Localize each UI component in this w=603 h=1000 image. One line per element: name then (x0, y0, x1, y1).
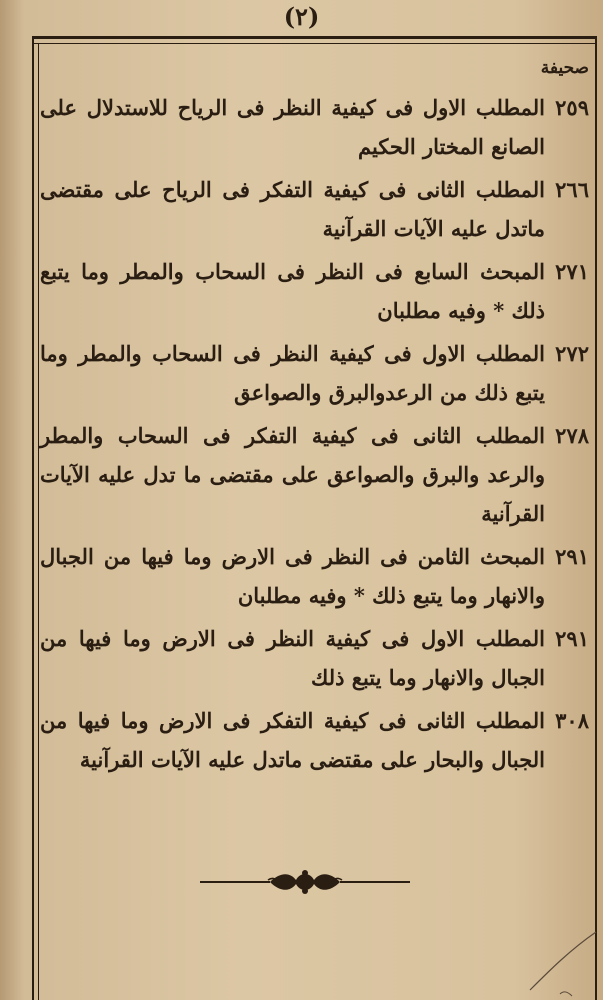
toc-entry-title: المطلب الاول فى كيفية النظر فى السحاب والمطر وما يتبع ذلك من الرعدوالبرق والصواعق (40, 341, 545, 405)
pencil-mark-icon (520, 930, 600, 1000)
top-rule-thin (32, 43, 596, 44)
toc-page-number: ٢٦٦ (555, 177, 589, 202)
frame-right-border (595, 36, 597, 1000)
toc-entry (40, 619, 591, 697)
toc-entry-title: المطلب الثانى فى كيفية التفكر فى الرياح على مقتضى ماتدل عليه الآيات القرآنية (40, 177, 545, 241)
toc-entry (40, 537, 591, 615)
toc-entry-title: المطلب الاول فى كيفية النظر فى الرياح للاستدلال على الصانع المختار الحكيم (40, 95, 545, 159)
table-of-contents (40, 88, 591, 783)
toc-entry (40, 416, 591, 533)
toc-entry (40, 170, 591, 248)
frame-left-border (32, 36, 34, 1000)
toc-page-number: ٢٩١ (555, 626, 589, 651)
toc-page-number: ٢٥٩ (555, 95, 589, 120)
top-rule (32, 36, 596, 39)
toc-entry-title: المبحث الثامن فى النظر فى الارض وما فيها من الجبال والانهار وما يتبع ذلك * وفيه مطلبان (40, 544, 545, 608)
toc-entry-title: المطلب الاول فى كيفية النظر فى الارض وما فيها من الجبال والانهار وما يتبع ذلك (40, 626, 545, 690)
toc-entry-title: المبحث السابع فى النظر فى السحاب والمطر وما يتبع ذلك * وفيه مطلبان (40, 259, 545, 323)
toc-entry-title: المطلب الثانى فى كيفية التفكر فى الارض وما فيها من الجبال والبحار على مقتضى ماتدل عليه الآيات القرآنية (40, 708, 545, 772)
toc-page-number: ٢٧٨ (555, 423, 589, 448)
frame-left-inner-border (38, 43, 39, 1000)
toc-entry (40, 334, 591, 412)
page-number: (٢) (283, 2, 320, 31)
ornament-divider-icon (200, 868, 410, 896)
toc-entry (40, 252, 591, 330)
page-column-header: صحيفة (540, 58, 589, 78)
toc-page-number: ٣٠٨ (555, 708, 589, 733)
toc-entry (40, 701, 591, 779)
toc-entry (40, 88, 591, 166)
toc-page-number: ٢٧٢ (555, 341, 589, 366)
toc-entry-title: المطلب الثانى فى كيفية التفكر فى السحاب والمطر والرعد والبرق والصواعق على مقتضى ما تدل عليه الآيات القرآنية (40, 423, 545, 526)
toc-page-number: ٢٩١ (555, 544, 589, 569)
toc-page-number: ٢٧١ (555, 259, 589, 284)
